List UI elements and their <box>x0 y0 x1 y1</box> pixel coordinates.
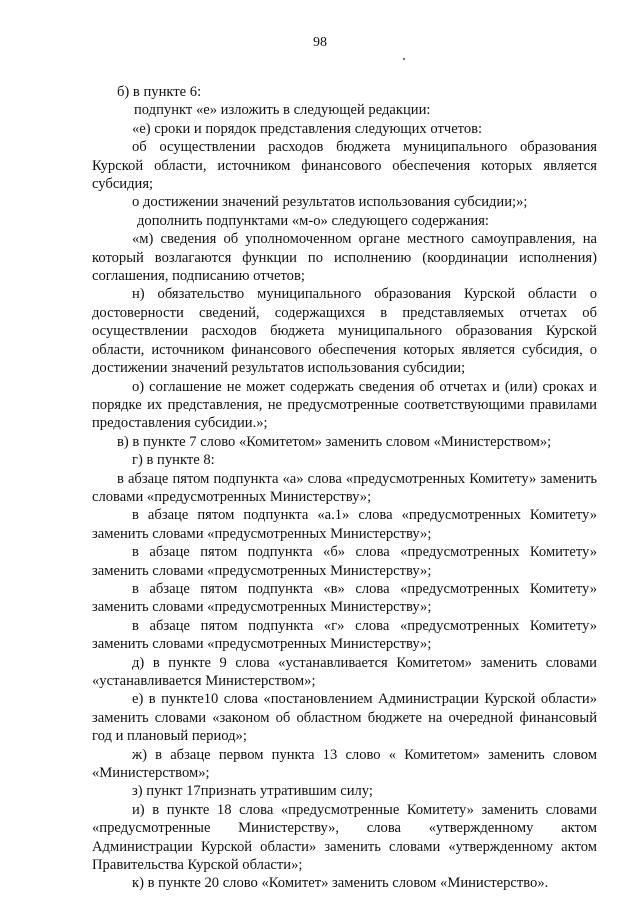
paragraph-g-a1: в абзаце пятом подпункта «а.1» слова «предусмотренных Комитету» заменить словами «предусмотренных Министерству»; <box>92 507 597 542</box>
paragraph-results-report: о достижении значений результатов использования субсидии;»; <box>132 194 528 211</box>
scan-speck <box>403 58 405 60</box>
paragraph-zh: ж) в абзаце первом пункта 13 слово « Комитетом» заменить словом «Министерством»; <box>92 746 597 782</box>
paragraph-subpoint-m: «м) сведения об уполномоченном органе местного самоуправления, на который возлагаются функции по исполнению (координации исполнения) соглашения, подписанию отчетов; <box>92 231 597 285</box>
paragraph-g: г) в пункте 8: <box>132 452 215 469</box>
paragraph-g-b: в абзаце пятом подпункта «б» слова «предусмотренных Комитету» заменить словами «предусмотренных Министерству»; <box>92 544 597 579</box>
paragraph-z: з) пункт 17признать утратившим силу; <box>132 783 373 800</box>
paragraph-k: к) в пункте 20 слово «Комитет» заменить словом «Министерство». <box>132 875 549 892</box>
paragraph-subpoint-n: н) обязательство муниципального образования Курской области о достоверности сведений, содержащихся в представляемых отчетах об осуществлении расходов бюджета муниципального образования Курской области, источником финансового обеспечения которых является субсидия, о достижении значений результатов использования субсидии; <box>92 286 597 377</box>
paragraph-g-a: в абзаце пятом подпункта «а» слова «предусмотренных Комитету» заменить словами «предусмотренных Министерству»; <box>92 470 597 505</box>
paragraph-subpoint-e-intro: подпункт «е» изложить в следующей редакции: <box>134 102 431 119</box>
paragraph-v: в) в пункте 7 слово «Комитетом» заменить словом «Министерством»; <box>117 433 552 450</box>
paragraph-add-subpoints: дополнить подпунктами «м-о» следующего содержания: <box>137 212 489 229</box>
paragraph-d: д) в пункте 9 слова «устанавливается Комитетом» заменить словами «устанавливается Министерством»; <box>92 654 597 689</box>
paragraph-b: б) в пункте 6: <box>117 84 202 100</box>
document-body <box>92 83 597 893</box>
paragraph-g-v: в абзаце пятом подпункта «в» слова «предусмотренных Комитету» заменить словами «предусмотренных Министерству»; <box>92 580 597 616</box>
page-number: 98 <box>313 35 327 50</box>
paragraph-i: и) в пункте 18 слова «предусмотренные Комитету» заменить словами «предусмотренные Министерству», слова «утвержденному актом Администрации Курской области» заменить словами «утвержденному актом Правительства Курской области»; <box>92 801 597 874</box>
paragraph-subpoint-e: «е) сроки и порядок представления следующих отчетов: <box>132 120 483 137</box>
paragraph-e: е) в пункте10 слова «постановлением Администрации Курской области» заменить словами «законом об областном бюджете на очередной финансовый год и плановый период»; <box>92 691 597 745</box>
paragraph-expenses-report: об осуществлении расходов бюджета муниципального образования Курской области, источником финансового обеспечения которых является субсидия; <box>92 139 597 193</box>
paragraph-g-g: в абзаце пятом подпункта «г» слова «предусмотренных Комитету» заменить словами «предусмотренных Министерству»; <box>92 617 597 653</box>
paragraph-subpoint-o: о) соглашение не может содержать сведения об отчетах и (или) сроках и порядке их представления, не предусмотренные соответствующими правилами предоставления субсидии.»; <box>92 378 597 432</box>
